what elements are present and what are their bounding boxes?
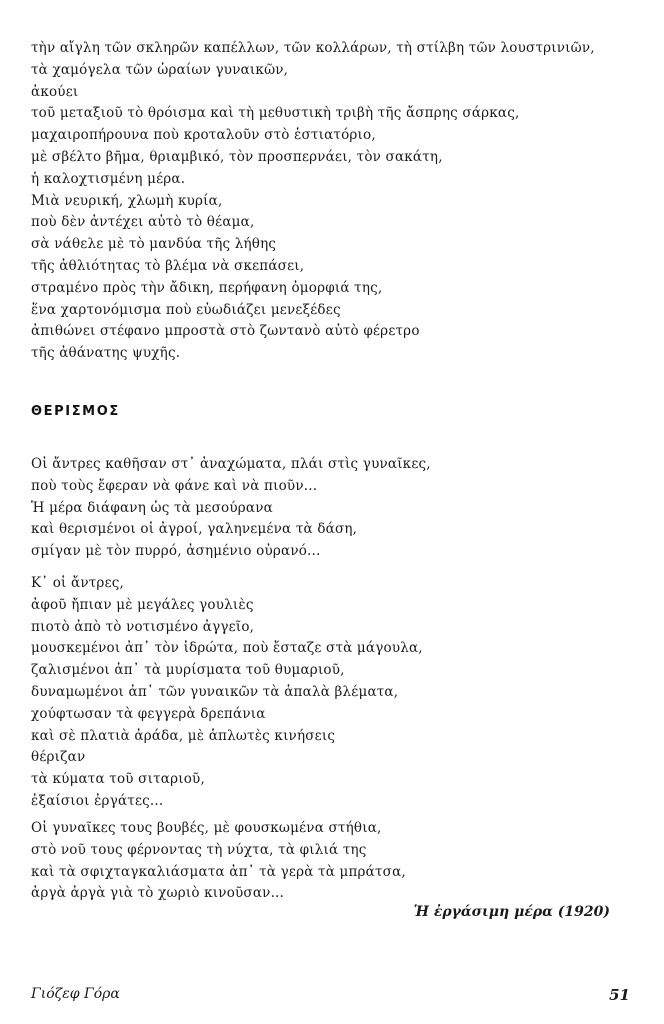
poem-line: πιοτὸ ἀπὸ τὸ νοτισμένο ἀγγεῖο,	[31, 618, 255, 635]
poem-stanza	[31, 818, 631, 905]
poem-line: ἀφοῦ ἤπιαν μὲ μεγάλες γουλιὲς	[31, 596, 254, 613]
poem-line: ἐξαίσιοι ἐργάτες...	[31, 792, 164, 809]
poem-line: καὶ τὰ σφιχταγκαλιάσματα ἀπ᾿ τὰ γερὰ τὰ μπράτσα,	[31, 863, 406, 880]
poem-stanza	[31, 454, 631, 563]
poem-line: τῆς ἀθάνατης ψυχῆς.	[31, 345, 181, 362]
poem-line: Μιὰ νευρική, χλωμὴ κυρία,	[31, 192, 223, 209]
poem-line: θέριζαν	[31, 749, 86, 766]
poem-line: στὸ νοῦ τους φέρνοντας τὴ νύχτα, τὰ φιλιά της	[31, 841, 367, 858]
poem-line: τῆς ἀθλιότητας τὸ βλέμα νὰ σκεπάσει,	[31, 257, 305, 274]
poem-line: στραμένο πρὸς τὴν ἄδικη, περήφανη ὀμορφιά της,	[31, 279, 383, 296]
poem-line: τὰ κύματα τοῦ σιταριοῦ,	[31, 771, 205, 788]
poem-line: ἕνα χαρτονόμισμα ποὺ εὐωδιάζει μενεξέδες	[31, 301, 341, 318]
poem-line: Οἱ γυναῖκες τους βουβές, μὲ φουσκωμένα στήθια,	[31, 820, 382, 836]
poem-line: σὰ νάθελε μὲ τὸ μανδύα τῆς λήθης	[31, 236, 277, 253]
poem-line: ἡ καλοχτισμένη μέρα.	[31, 170, 186, 187]
poem-line: ἀπιθώνει στέφανο μπροστὰ στὸ ζωντανὸ αὐτὸ φέρετρο	[31, 323, 420, 340]
poem-line: χούφτωσαν τὰ φεγγερὰ δρεπάνια	[31, 705, 266, 722]
poem-line: σμίγαν μὲ τὸν πυρρό, ἀσημένιο οὐρανό...	[31, 543, 321, 560]
page-number: 51	[609, 986, 630, 1004]
poem-line: δυναμωμένοι ἀπ᾿ τῶν γυναικῶν τὰ ἁπαλὰ βλέματα,	[31, 683, 399, 700]
poem-line: καὶ θερισμένοι οἱ ἀγροί, γαληνεμένα τὰ δάση,	[31, 521, 358, 538]
poem-line: ποὺ τοὺς ἔφεραν νὰ φάνε καὶ νὰ πιοῦν...	[31, 477, 318, 494]
poem-source-attribution: Ἡ ἐργάσιμη μέρα (1920)	[413, 904, 610, 920]
poem-line: μουσκεμένοι ἀπ᾿ τὸν ἱδρώτα, ποὺ ἔσταζε στὰ μάγουλα,	[31, 640, 423, 657]
poem-line: τὴν αἴγλη τῶν σκληρῶν καπέλλων, τῶν κολλάρων, τὴ στίλβη τῶν λουστρινιῶν,	[31, 40, 595, 56]
poem-line: ζαλισμένοι ἀπ᾿ τὰ μυρίσματα τοῦ θυμαριοῦ,	[31, 662, 345, 679]
poem-title: ΘΕΡΙΣΜΟΣ	[31, 404, 120, 419]
poem-line: καὶ σὲ πλατιὰ ἀράδα, μὲ ἁπλωτὲς κινήσεις	[31, 727, 336, 744]
poem-line: Κ᾿ οἱ ἄντρες,	[31, 575, 125, 591]
poem-line: τοῦ μεταξιοῦ τὸ θρόισμα καὶ τὴ μεθυστικὴ τριβὴ τῆς ἄσπρης σάρκας,	[31, 105, 520, 122]
poem-stanza	[31, 573, 631, 813]
poem-line: Ἡ μέρα διάφανη ὡς τὰ μεσούρανα	[31, 499, 273, 516]
poem-line: Οἱ ἄντρες καθῆσαν στ᾿ ἀναχώματα, πλάι στὶς γυναῖκες,	[31, 456, 431, 472]
poem-line: μὲ σβέλτο βῆμα, θριαμβικό, τὸν προσπερνάει, τὸν σακάτη,	[31, 148, 443, 165]
poem-line: μαχαιροπήρουνα ποὺ κροταλοῦν στὸ ἑστιατόριο,	[31, 127, 376, 144]
poem-line: ἀκούει	[31, 83, 79, 100]
poem-line: τὰ χαμόγελα τῶν ὡραίων γυναικῶν,	[31, 61, 289, 78]
poem-line: ποὺ δὲν ἀντέχει αὐτὸ τὸ θέαμα,	[31, 214, 255, 231]
poem-line: ἀργὰ ἀργὰ γιὰ τὸ χωριὸ κινοῦσαν...	[31, 885, 285, 902]
footer-author-name: Γιόζεφ Γόρα	[31, 986, 120, 1002]
poem-stanza-continued	[31, 38, 631, 365]
